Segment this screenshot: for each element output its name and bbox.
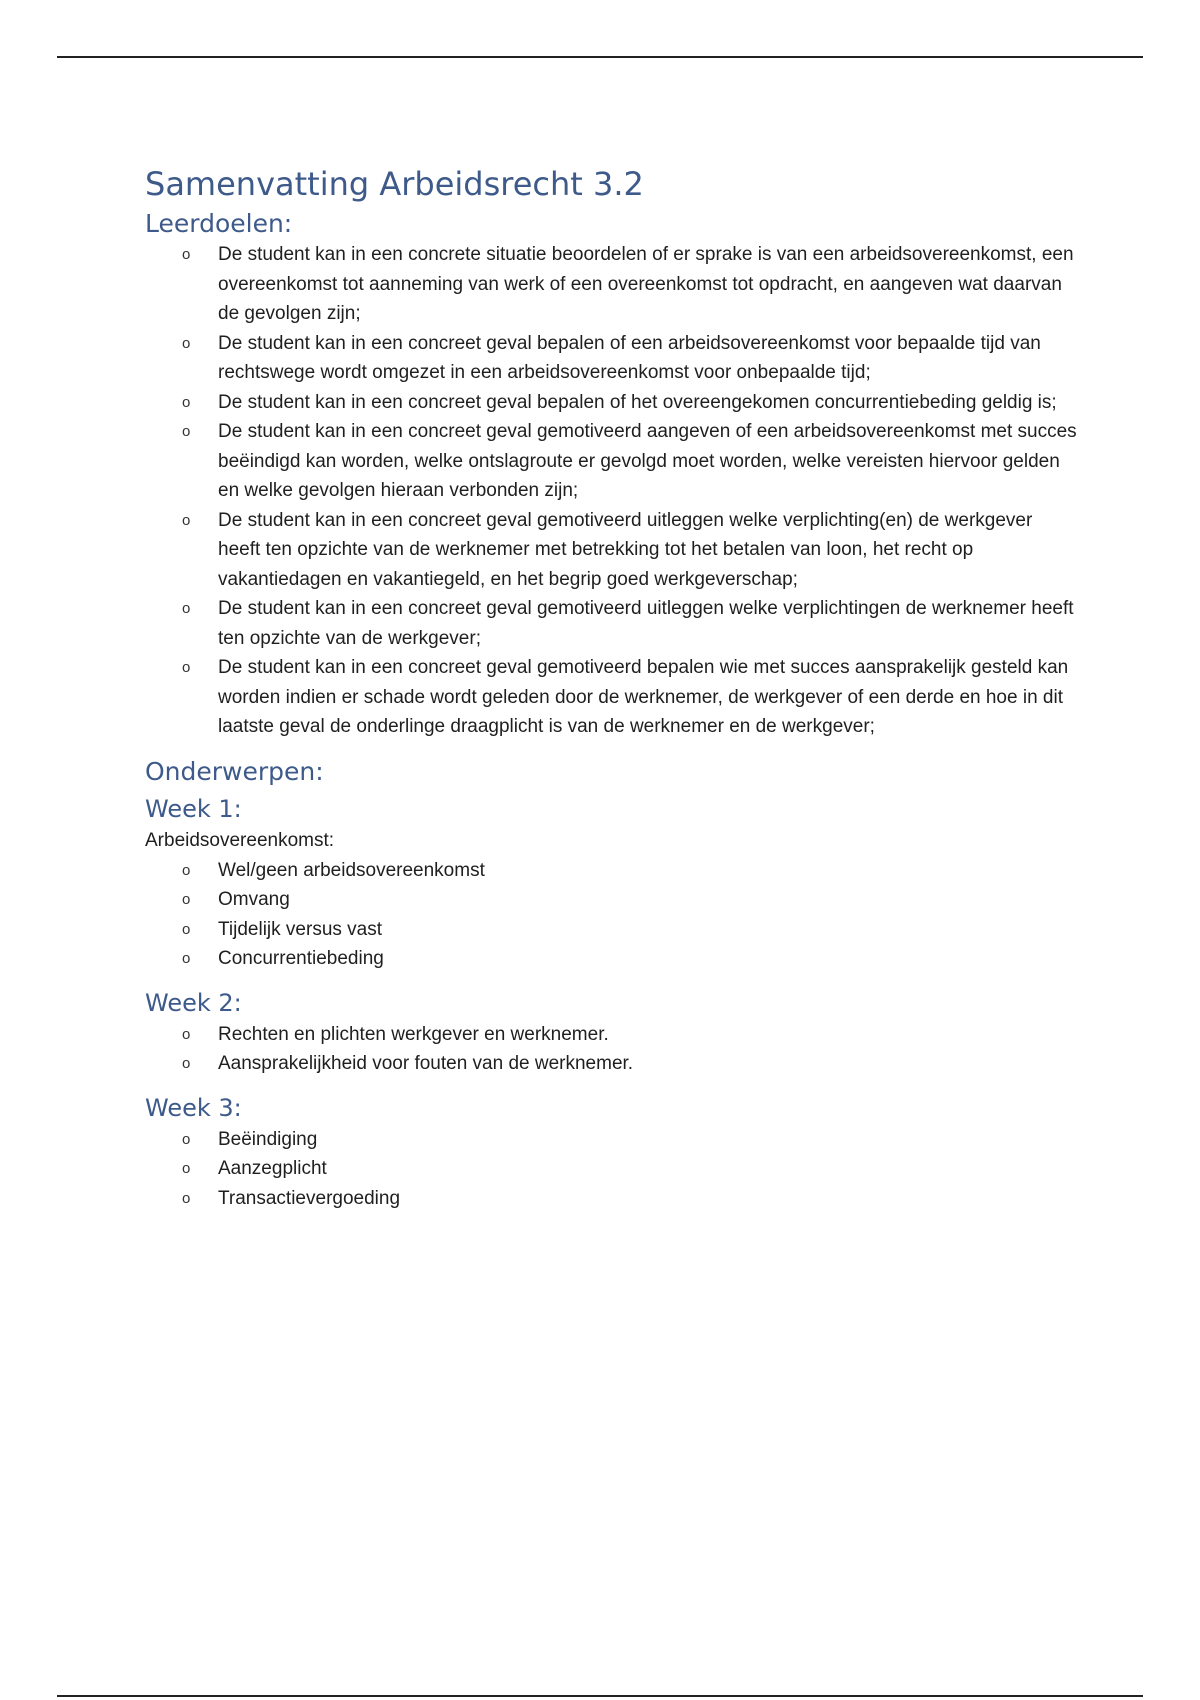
bullet-icon: o	[182, 393, 191, 411]
bullet-icon: o	[182, 659, 191, 676]
onderwerpen-heading: Onderwerpen:	[145, 756, 324, 786]
bullet-icon: o	[182, 1160, 191, 1177]
document-title: Samenvatting Arbeidsrecht 3.2	[145, 165, 644, 203]
list-item	[145, 1049, 1065, 1079]
week2-heading: Week 2:	[145, 988, 242, 1017]
week3-heading: Week 3:	[145, 1093, 242, 1122]
list-item	[145, 944, 1065, 974]
list-item	[145, 915, 1065, 945]
bullet-icon: o	[182, 891, 191, 908]
list-item-text: Transactievergoeding	[218, 1187, 401, 1209]
bullet-icon: o	[182, 246, 191, 263]
header-rule	[57, 56, 1143, 58]
list-item	[145, 388, 1078, 418]
list-item	[145, 594, 1078, 653]
footer-rule	[57, 1695, 1143, 1697]
week2-list	[145, 1020, 1065, 1079]
list-item	[145, 885, 1065, 915]
list-item	[145, 653, 1078, 742]
list-item-text: Tijdelijk versus vast	[218, 918, 383, 940]
bullet-icon: o	[182, 1025, 191, 1043]
list-item	[145, 1125, 1065, 1155]
list-item-text: De student kan in een concreet geval gemotiveerd uitleggen welke verplichting(en) de werkgever heeft ten opzichte van de werknemer met betrekking tot het betalen van loon, het recht op vakantiedagen en vakantiegeld, en het begrip goed werkgeverschap;	[218, 509, 1033, 590]
list-item	[145, 1154, 1065, 1184]
list-item	[145, 240, 1078, 329]
bullet-icon: o	[182, 600, 191, 617]
bullet-icon: o	[182, 1055, 191, 1072]
week1-heading: Week 1:	[145, 794, 242, 823]
bullet-icon: o	[182, 950, 191, 967]
list-item	[145, 1020, 1065, 1050]
leerdoelen-heading: Leerdoelen:	[145, 209, 293, 238]
list-item-text: De student kan in een concreet geval bepalen of het overeengekomen concurrentiebeding geldig is;	[218, 391, 1057, 413]
list-item-text: Omvang	[218, 889, 290, 910]
list-item-text: Rechten en plichten werkgever en werknemer.	[218, 1023, 609, 1045]
document-body	[145, 164, 1077, 1213]
list-item-text: Wel/geen arbeidsovereenkomst	[218, 859, 485, 881]
bullet-icon: o	[182, 511, 191, 529]
leerdoelen-list	[145, 240, 1077, 742]
week1-list	[145, 856, 1065, 974]
list-item-text: De student kan in een concreet geval gemotiveerd aangeven of een arbeidsovereenkomst met succes beëindigd kan worden, welke ontslagroute er gevolgd moet worden, welke vereisten hiervoor gelden en welke gevolgen hieraan verbonden zijn;	[218, 421, 1077, 501]
list-item-text: De student kan in een concreet geval bepalen of een arbeidsovereenkomst voor bepaalde tijd van rechtswege wordt omgezet in een arbeidsovereenkomst voor onbepaalde tijd;	[218, 332, 1041, 383]
list-item-text: De student kan in een concreet geval gemotiveerd uitleggen welke verplichtingen de werknemer heeft ten opzichte van de werkgever;	[218, 598, 1074, 649]
week1-subheading: Arbeidsovereenkomst:	[145, 829, 335, 851]
bullet-icon: o	[182, 920, 191, 938]
list-item	[145, 329, 1078, 388]
list-item-text: De student kan in een concreet geval gemotiveerd bepalen wie met succes aansprakelijk gesteld kan worden indien er schade wordt geleden door de werknemer, de werkgever of een derde en hoe in dit laatste geval de onderlinge draagplicht is van de werknemer en de werkgever;	[218, 657, 1069, 737]
bullet-icon: o	[182, 861, 191, 879]
list-item-text: Beëindiging	[218, 1128, 318, 1150]
bullet-icon: o	[182, 1130, 191, 1148]
list-item-text: Aansprakelijkheid voor fouten van de werknemer.	[218, 1053, 634, 1074]
week3-list	[145, 1125, 1065, 1214]
list-item	[145, 506, 1078, 595]
list-item-text: Aanzegplicht	[218, 1158, 327, 1179]
bullet-icon: o	[182, 1189, 191, 1207]
bullet-icon: o	[182, 423, 191, 440]
list-item	[145, 417, 1078, 506]
list-item-text: Concurrentiebeding	[218, 948, 384, 969]
list-item	[145, 856, 1065, 886]
list-item	[145, 1184, 1065, 1214]
list-item-text: De student kan in een concrete situatie beoordelen of er sprake is van een arbeidsovereenkomst, een overeenkomst tot aanneming van werk of een overeenkomst tot opdracht, en aangeven wat daarvan de gevolgen zijn;	[218, 244, 1074, 324]
bullet-icon: o	[182, 334, 191, 352]
